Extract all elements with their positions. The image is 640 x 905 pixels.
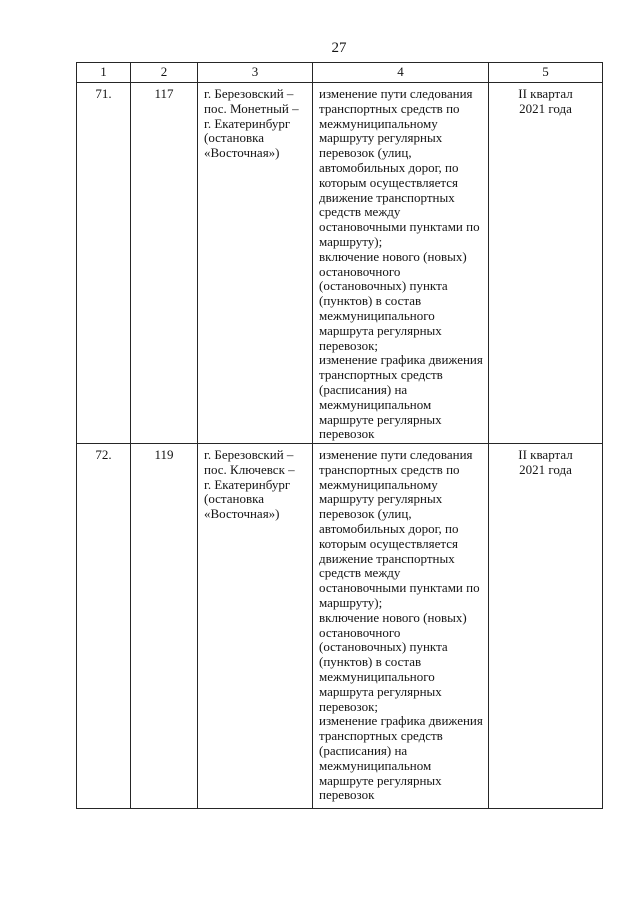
route-path-line: «Восточная») (204, 506, 280, 522)
changes-line: (пунктов) в состав (319, 293, 422, 309)
changes-line: межмуниципальному (319, 115, 438, 131)
route-path-line: г. Березовский – (204, 447, 294, 462)
changes-line: перевозок (улиц, (319, 506, 412, 522)
changes-line: включение нового (новых) (319, 609, 467, 625)
changes-line: (остановочных) пункта (319, 639, 448, 655)
changes-line: маршруту регулярных (319, 130, 443, 146)
term-cell (489, 444, 603, 809)
changes-line: движение транспортных (319, 189, 455, 205)
term-line: 2021 года (519, 461, 572, 477)
route-path-line: (остановка (204, 130, 265, 146)
column-header: 5 (489, 63, 603, 83)
changes-line: остановочного (319, 624, 401, 640)
route-path-line: (остановка (204, 491, 265, 507)
changes-line: изменение графика движения (319, 713, 483, 729)
changes-line: транспортных средств (319, 367, 443, 383)
changes-line: (расписания) на (319, 381, 408, 397)
changes-line: остановочными пунктами по (319, 219, 480, 235)
route-path-line: «Восточная») (204, 145, 280, 161)
changes-cell (313, 444, 489, 809)
changes-line: которым осуществляется (319, 174, 458, 190)
changes-line: автомобильных дорог, по (319, 159, 459, 175)
changes-line: перевозок (улиц, (319, 145, 412, 161)
changes-line: маршрута регулярных (319, 322, 442, 338)
page-number: 27 (331, 40, 347, 56)
changes-line: средств между (319, 204, 401, 220)
changes-line: движение транспортных (319, 550, 455, 566)
changes-cell (313, 83, 489, 444)
route-path-line: г. Березовский – (204, 86, 294, 101)
changes-line: маршруте регулярных (319, 772, 442, 788)
route-number-cell: 117 (131, 83, 198, 444)
changes-line: маршруту); (319, 594, 383, 610)
term-line: II квартал (518, 86, 573, 101)
changes-line: перевозок; (319, 698, 379, 714)
term-cell (489, 83, 603, 444)
column-header: 2 (131, 63, 198, 83)
route-path-line: г. Екатеринбург (204, 476, 291, 492)
column-header: 3 (198, 63, 313, 83)
route-number-cell: 119 (131, 444, 198, 809)
route-path-cell (198, 83, 313, 444)
column-header: 1 (77, 63, 131, 83)
changes-line: автомобильных дорог, по (319, 520, 459, 536)
changes-line: включение нового (новых) (319, 248, 467, 264)
changes-line: межмуниципального (319, 668, 435, 684)
changes-line: перевозок (319, 787, 375, 803)
column-header: 4 (313, 63, 489, 83)
route-path-line: г. Екатеринбург (204, 115, 291, 131)
route-path-cell (198, 444, 313, 809)
route-path-line: пос. Монетный – (204, 100, 299, 116)
route-path-line: пос. Ключевск – (204, 461, 295, 477)
changes-line: межмуниципального (319, 307, 435, 323)
routes-table (76, 62, 603, 809)
changes-line: транспортных средств (319, 728, 443, 744)
changes-line: маршруту); (319, 233, 383, 249)
term-line: 2021 года (519, 100, 572, 116)
changes-line: изменение пути следования (319, 447, 473, 462)
changes-line: транспортных средств по (319, 100, 460, 116)
changes-line: транспортных средств по (319, 461, 460, 477)
changes-line: остановочного (319, 263, 401, 279)
changes-line: изменение пути следования (319, 86, 473, 101)
changes-line: (остановочных) пункта (319, 278, 448, 294)
changes-line: остановочными пунктами по (319, 580, 480, 596)
changes-line: межмуниципальном (319, 396, 432, 412)
changes-line: маршруте регулярных (319, 411, 442, 427)
changes-line: перевозок; (319, 337, 379, 353)
row-number-cell: 71. (77, 83, 131, 444)
changes-line: (расписания) на (319, 742, 408, 758)
changes-line: изменение графика движения (319, 352, 483, 368)
changes-line: межмуниципальном (319, 757, 432, 773)
table-row (77, 83, 603, 444)
table-row (77, 444, 603, 809)
changes-line: средств между (319, 565, 401, 581)
header-row (77, 63, 603, 83)
row-number-cell: 72. (77, 444, 131, 809)
changes-line: маршрута регулярных (319, 683, 442, 699)
changes-line: маршруту регулярных (319, 491, 443, 507)
changes-line: (пунктов) в состав (319, 654, 422, 670)
changes-line: перевозок (319, 426, 375, 442)
term-line: II квартал (518, 447, 573, 462)
changes-line: которым осуществляется (319, 535, 458, 551)
changes-line: межмуниципальному (319, 476, 438, 492)
